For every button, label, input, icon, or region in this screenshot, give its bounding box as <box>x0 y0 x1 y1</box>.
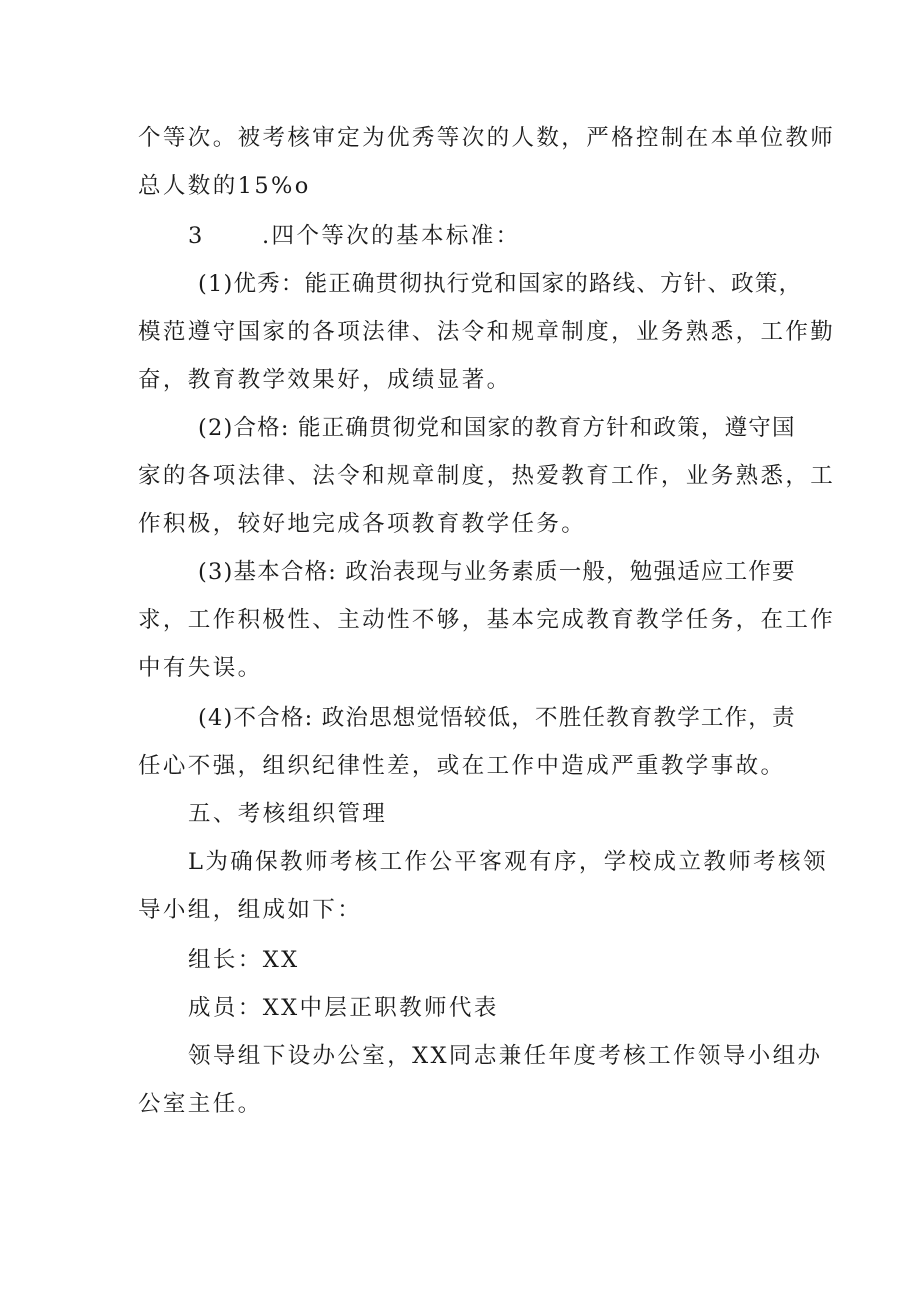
excellent-line-3: 奋，教育教学效果好，成绩显著。 <box>138 367 512 393</box>
members-line: 成员：XX中层正职教师代表 <box>188 995 499 1021</box>
excellent-line-1: (1)优秀：能正确贯彻执行党和国家的路线、方针、政策， <box>198 271 803 297</box>
qualified-line-3: 作积极，较好地完成各项教育教学任务。 <box>138 511 587 537</box>
basic-qualified-line-1: (3)基本合格: 政治表现与业务素质一般，勉强适应工作要 <box>198 559 796 585</box>
qualified-line-1: (2)合格: 能正确贯彻党和国家的教育方针和政策，遵守国 <box>198 415 796 441</box>
leadership-line-1: L为确保教师考核工作公平客观有序，学校成立教师考核领 <box>188 849 828 875</box>
section-3-heading <box>188 220 788 252</box>
intro-line-1: 个等次。被考核审定为优秀等次的人数，严格控制在本单位教师 <box>138 125 836 151</box>
office-line-2: 公室主任。 <box>138 1091 263 1117</box>
intro-line-2: 总人数的15%o <box>138 173 311 199</box>
excellent-line-2: 模范遵守国家的各项法律、法令和规章制度，业务熟悉，工作勤 <box>138 319 836 345</box>
basic-qualified-line-2: 求，工作积极性、主动性不够，基本完成教育教学任务，在工作 <box>138 607 836 633</box>
section-5-heading: 五、考核组织管理 <box>188 801 388 827</box>
basic-qualified-line-3: 中有失误。 <box>138 655 263 681</box>
unqualified-line-2: 任心不强，组织纪律性差，或在工作中造成严重教学事故。 <box>138 753 786 779</box>
section-3-title: .四个等次的基本标准： <box>262 223 521 249</box>
qualified-line-2: 家的各项法律、法令和规章制度，热爱教育工作，业务熟悉，工 <box>138 463 836 489</box>
group-leader-line: 组长：XX <box>188 947 300 973</box>
office-line-1: 领导组下设办公室，XX同志兼任年度考核工作领导小组办 <box>188 1043 823 1069</box>
unqualified-line-1: (4)不合格: 政治思想觉悟较低，不胜任教育教学工作，责 <box>198 705 796 731</box>
section-3-number: 3 <box>188 223 205 249</box>
leadership-line-2: 导小组，组成如下： <box>138 897 363 923</box>
